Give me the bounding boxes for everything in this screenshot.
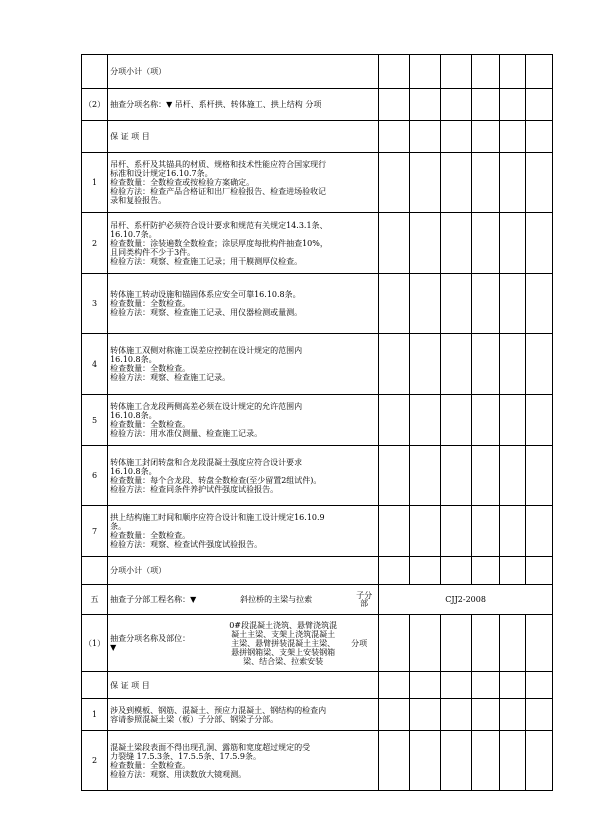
check-cell[interactable]	[500, 615, 526, 672]
check-cell[interactable]	[410, 121, 441, 153]
item-line: 混凝土梁段表面不得出现孔洞、露筋和宽度超过规定的受	[110, 742, 311, 752]
row-number: 五	[82, 585, 108, 615]
check-cell[interactable]	[500, 274, 526, 334]
subdivision-label: 抽查子分部工程名称：▼	[110, 595, 197, 604]
row-number: （1）	[82, 615, 108, 672]
check-cell[interactable]	[526, 153, 553, 213]
row-number: 1	[82, 153, 108, 213]
item-line: 且同类构件不少于3件。	[110, 247, 196, 257]
check-cell[interactable]	[410, 274, 441, 334]
check-cell[interactable]	[472, 55, 500, 89]
check-cell[interactable]	[379, 55, 410, 89]
subtotal-row	[82, 55, 553, 89]
row-number: 1	[82, 699, 108, 731]
check-cell[interactable]	[472, 334, 500, 395]
row-number: 3	[82, 274, 108, 334]
label-line: ▼	[110, 643, 117, 652]
check-cell[interactable]	[526, 89, 553, 121]
check-cell[interactable]	[500, 153, 526, 213]
check-cell[interactable]	[410, 55, 441, 89]
check-cell[interactable]	[441, 153, 472, 213]
check-cell[interactable]	[526, 699, 553, 731]
subdivision-tag	[356, 592, 376, 608]
check-cell[interactable]	[526, 672, 553, 699]
check-cell[interactable]	[441, 615, 472, 672]
item-text	[108, 153, 379, 213]
list-line: 0#段混凝土浇筑、悬臂浇筑混	[229, 620, 337, 630]
check-cell[interactable]	[441, 731, 472, 791]
row-text: 分项小计（项）	[108, 557, 379, 585]
subdivision-row	[82, 585, 553, 615]
item-line: 检查数量：全数检查。	[110, 364, 191, 373]
item-line: 16.10.8条。	[110, 411, 157, 420]
check-cell[interactable]	[526, 506, 553, 557]
check-cell[interactable]	[500, 395, 526, 446]
check-cell[interactable]	[472, 153, 500, 213]
item-line: 标准和设计规定16.10.7条。	[110, 169, 213, 178]
check-cell[interactable]	[526, 446, 553, 506]
check-cell[interactable]	[379, 153, 410, 213]
check-cell[interactable]	[379, 446, 410, 506]
check-cell[interactable]	[410, 557, 441, 585]
item-line: 容请参照混凝土梁（板）子分部、钢梁子分部。	[110, 714, 279, 724]
check-cell[interactable]	[410, 615, 441, 672]
check-cell[interactable]	[500, 89, 526, 121]
item-line: 检验方法：检查同条件养护试件强度试验报告。	[110, 484, 279, 494]
check-cell[interactable]	[379, 731, 410, 791]
subitem-label	[110, 634, 218, 652]
check-cell[interactable]	[441, 274, 472, 334]
row-number	[82, 672, 108, 699]
check-cell[interactable]	[472, 446, 500, 506]
check-cell[interactable]	[526, 615, 553, 672]
item-line: 检验方法：观察、检查施工记录；用干膜测厚仪检查。	[110, 256, 303, 266]
item-text	[108, 274, 379, 334]
item-line: 检验方法：观察、检查试件强度试验报告。	[110, 540, 263, 549]
check-cell[interactable]	[410, 89, 441, 121]
check-cell[interactable]	[472, 672, 500, 699]
check-cell[interactable]	[379, 274, 410, 334]
list-line: 悬拼钢箱梁、支架上安装钢箱	[231, 647, 336, 657]
item-line: 检查数量：全数检查或按检验方案确定。	[110, 178, 255, 187]
list-line: 梁、结合梁、拉索安装	[243, 656, 324, 666]
item-row	[82, 395, 553, 446]
check-cell[interactable]	[500, 446, 526, 506]
check-cell[interactable]	[379, 334, 410, 395]
list-line: 主梁、悬臂拼装混凝土主梁、	[231, 638, 336, 648]
check-cell[interactable]	[526, 274, 553, 334]
check-cell[interactable]	[379, 615, 410, 672]
check-cell[interactable]	[472, 395, 500, 446]
item-row	[82, 334, 553, 395]
row-number	[82, 55, 108, 89]
check-cell[interactable]	[500, 334, 526, 395]
item-text	[108, 213, 379, 274]
item-line: 检查数量：全数检查。	[110, 531, 191, 540]
tag-line: 部	[360, 598, 369, 608]
check-cell[interactable]	[526, 213, 553, 274]
check-cell[interactable]	[410, 395, 441, 446]
item-line: 录和复验报告。	[110, 196, 167, 205]
guarantee-header-row	[82, 121, 553, 153]
row-number	[82, 121, 108, 153]
row-number: 6	[82, 446, 108, 506]
check-cell[interactable]	[441, 446, 472, 506]
row-number: 5	[82, 395, 108, 446]
guarantee-header-row	[82, 672, 553, 699]
item-line: 检验方法：用水准仪测量、检查施工记录。	[110, 429, 263, 438]
check-cell[interactable]	[441, 55, 472, 89]
item-line: 检验方法：观察、检查施工记录、用仪器检测或量测。	[110, 308, 303, 317]
row-number: （2）	[82, 89, 108, 121]
item-row	[82, 153, 553, 213]
check-cell[interactable]	[441, 213, 472, 274]
item-line: 转体施工封闭转盘和合龙段混凝土强度应符合设计要求	[110, 457, 303, 467]
item-line: 吊杆、系杆防护必须符合设计要求和规范有关规定14.3.1条、	[110, 220, 328, 230]
check-cell[interactable]	[410, 213, 441, 274]
item-line: 涉及到模板、钢筋、混凝土、预应力混凝土、钢结构的检查内	[110, 705, 327, 715]
check-cell[interactable]	[379, 672, 410, 699]
check-cell[interactable]	[441, 334, 472, 395]
item-row	[82, 274, 553, 334]
check-cell[interactable]	[472, 699, 500, 731]
item-line: 检查数量：全数检查。	[110, 420, 191, 429]
check-cell[interactable]	[526, 334, 553, 395]
item-line: 吊杆、系杆及其锚具的材质、规格和技术性能应符合国家现行	[110, 160, 327, 169]
subitem-name[interactable]: 抽查分项名称：▼ 吊杆、系杆拱、转体施工、拱上结构 分项	[108, 89, 379, 121]
check-cell[interactable]	[526, 55, 553, 89]
label-line: 抽查分项名称及部位：	[110, 634, 191, 643]
item-text	[108, 699, 379, 731]
check-cell[interactable]	[410, 153, 441, 213]
item-text	[108, 395, 379, 446]
tag-line: 子分	[356, 590, 373, 600]
check-cell[interactable]	[379, 557, 410, 585]
check-cell[interactable]	[379, 699, 410, 731]
check-cell[interactable]	[500, 731, 526, 791]
item-row	[82, 213, 553, 274]
check-cell[interactable]	[472, 506, 500, 557]
check-cell[interactable]	[410, 506, 441, 557]
subdivision-name: 斜拉桥的主梁与拉索	[240, 595, 313, 604]
item-text	[108, 334, 379, 395]
check-cell[interactable]	[526, 395, 553, 446]
check-cell[interactable]	[472, 615, 500, 672]
check-cell[interactable]	[379, 89, 410, 121]
row-text: 分项小计（项）	[108, 55, 379, 89]
check-cell[interactable]	[379, 506, 410, 557]
subtotal-row	[82, 557, 553, 585]
item-line: 检验方法：检查产品合格证和出厂检验报告、检查进场验收记	[110, 187, 327, 196]
check-cell[interactable]	[441, 121, 472, 153]
subitem-cell[interactable]	[108, 615, 379, 672]
check-cell[interactable]	[441, 672, 472, 699]
row-number: 2	[82, 213, 108, 274]
check-cell[interactable]	[379, 395, 410, 446]
item-row	[82, 446, 553, 506]
check-cell[interactable]	[500, 213, 526, 274]
check-cell[interactable]	[410, 731, 441, 791]
item-line: 检验方法：观察、用读数放大镜观测。	[110, 769, 247, 779]
item-line: 检查数量：全数检查。	[110, 760, 191, 770]
check-cell[interactable]	[472, 274, 500, 334]
item-line: 16.10.8条。	[110, 355, 157, 364]
check-cell[interactable]	[379, 213, 410, 274]
check-cell[interactable]	[441, 89, 472, 121]
subitem-header-row	[82, 89, 553, 121]
row-number: 2	[82, 731, 108, 791]
item-row	[82, 506, 553, 557]
item-text	[108, 731, 379, 791]
inspection-table	[81, 54, 553, 791]
subdivision-cell[interactable]	[108, 585, 379, 615]
check-cell[interactable]	[500, 55, 526, 89]
item-line: 力裂缝 17.5.3条、17.5.5条、17.5.9条。	[110, 751, 261, 761]
check-cell[interactable]	[379, 121, 410, 153]
item-text	[108, 506, 379, 557]
check-cell[interactable]	[441, 557, 472, 585]
check-cell[interactable]	[526, 121, 553, 153]
standard-ref: CJJ2-2008	[379, 585, 553, 615]
item-line: 检查数量：全数检查。	[110, 299, 191, 308]
check-cell[interactable]	[500, 699, 526, 731]
check-cell[interactable]	[500, 557, 526, 585]
subitem-list	[218, 621, 348, 666]
item-line: 检验方法：观察、检查施工记录。	[110, 373, 231, 382]
item-line: 转体施工转动设施和锚固体系应安全可靠16.10.8条。	[110, 290, 301, 299]
check-cell[interactable]	[500, 506, 526, 557]
check-cell[interactable]	[410, 446, 441, 506]
check-cell[interactable]	[441, 699, 472, 731]
check-cell[interactable]	[472, 89, 500, 121]
item-line: 检查数量：每个合龙段、转盘全数检查(至少留置2组试件)。	[110, 475, 322, 485]
check-cell[interactable]	[410, 699, 441, 731]
check-cell[interactable]	[472, 731, 500, 791]
check-cell[interactable]	[500, 121, 526, 153]
check-cell[interactable]	[472, 557, 500, 585]
row-number: 4	[82, 334, 108, 395]
row-number: 7	[82, 506, 108, 557]
check-cell[interactable]	[410, 334, 441, 395]
item-line: 条。	[110, 522, 127, 531]
item-line: 转体施工合龙段两侧高差必须在设计规定的允许范围内	[110, 402, 303, 411]
check-cell[interactable]	[526, 557, 553, 585]
check-cell[interactable]	[500, 672, 526, 699]
check-cell[interactable]	[526, 731, 553, 791]
guarantee-heading: 保 证 项 目	[108, 672, 379, 699]
item-line: 16.10.7条。	[110, 229, 157, 239]
item-text	[108, 446, 379, 506]
item-row	[82, 731, 553, 791]
row-number	[82, 557, 108, 585]
item-line: 16.10.8条。	[110, 466, 157, 476]
item-row	[82, 699, 553, 731]
check-cell[interactable]	[472, 121, 500, 153]
check-cell[interactable]	[472, 213, 500, 274]
check-cell[interactable]	[410, 672, 441, 699]
check-cell[interactable]	[441, 506, 472, 557]
item-line: 转体施工双侧对称施工误差应控制在设计规定的范围内	[110, 346, 303, 355]
item-line: 检查数量：涂装遍数全数检查；涂层厚度每批构件抽查10%，	[110, 238, 328, 248]
subitem-header-row	[82, 615, 553, 672]
subitem-suffix: 分项	[351, 638, 368, 648]
item-line: 拱上结构施工时间和顺序应符合设计和施工设计规定16.10.9	[110, 513, 325, 522]
guarantee-heading: 保 证 项 目	[108, 121, 379, 153]
check-cell[interactable]	[441, 395, 472, 446]
list-line: 凝土主梁、支架上浇筑混凝土	[231, 629, 336, 639]
